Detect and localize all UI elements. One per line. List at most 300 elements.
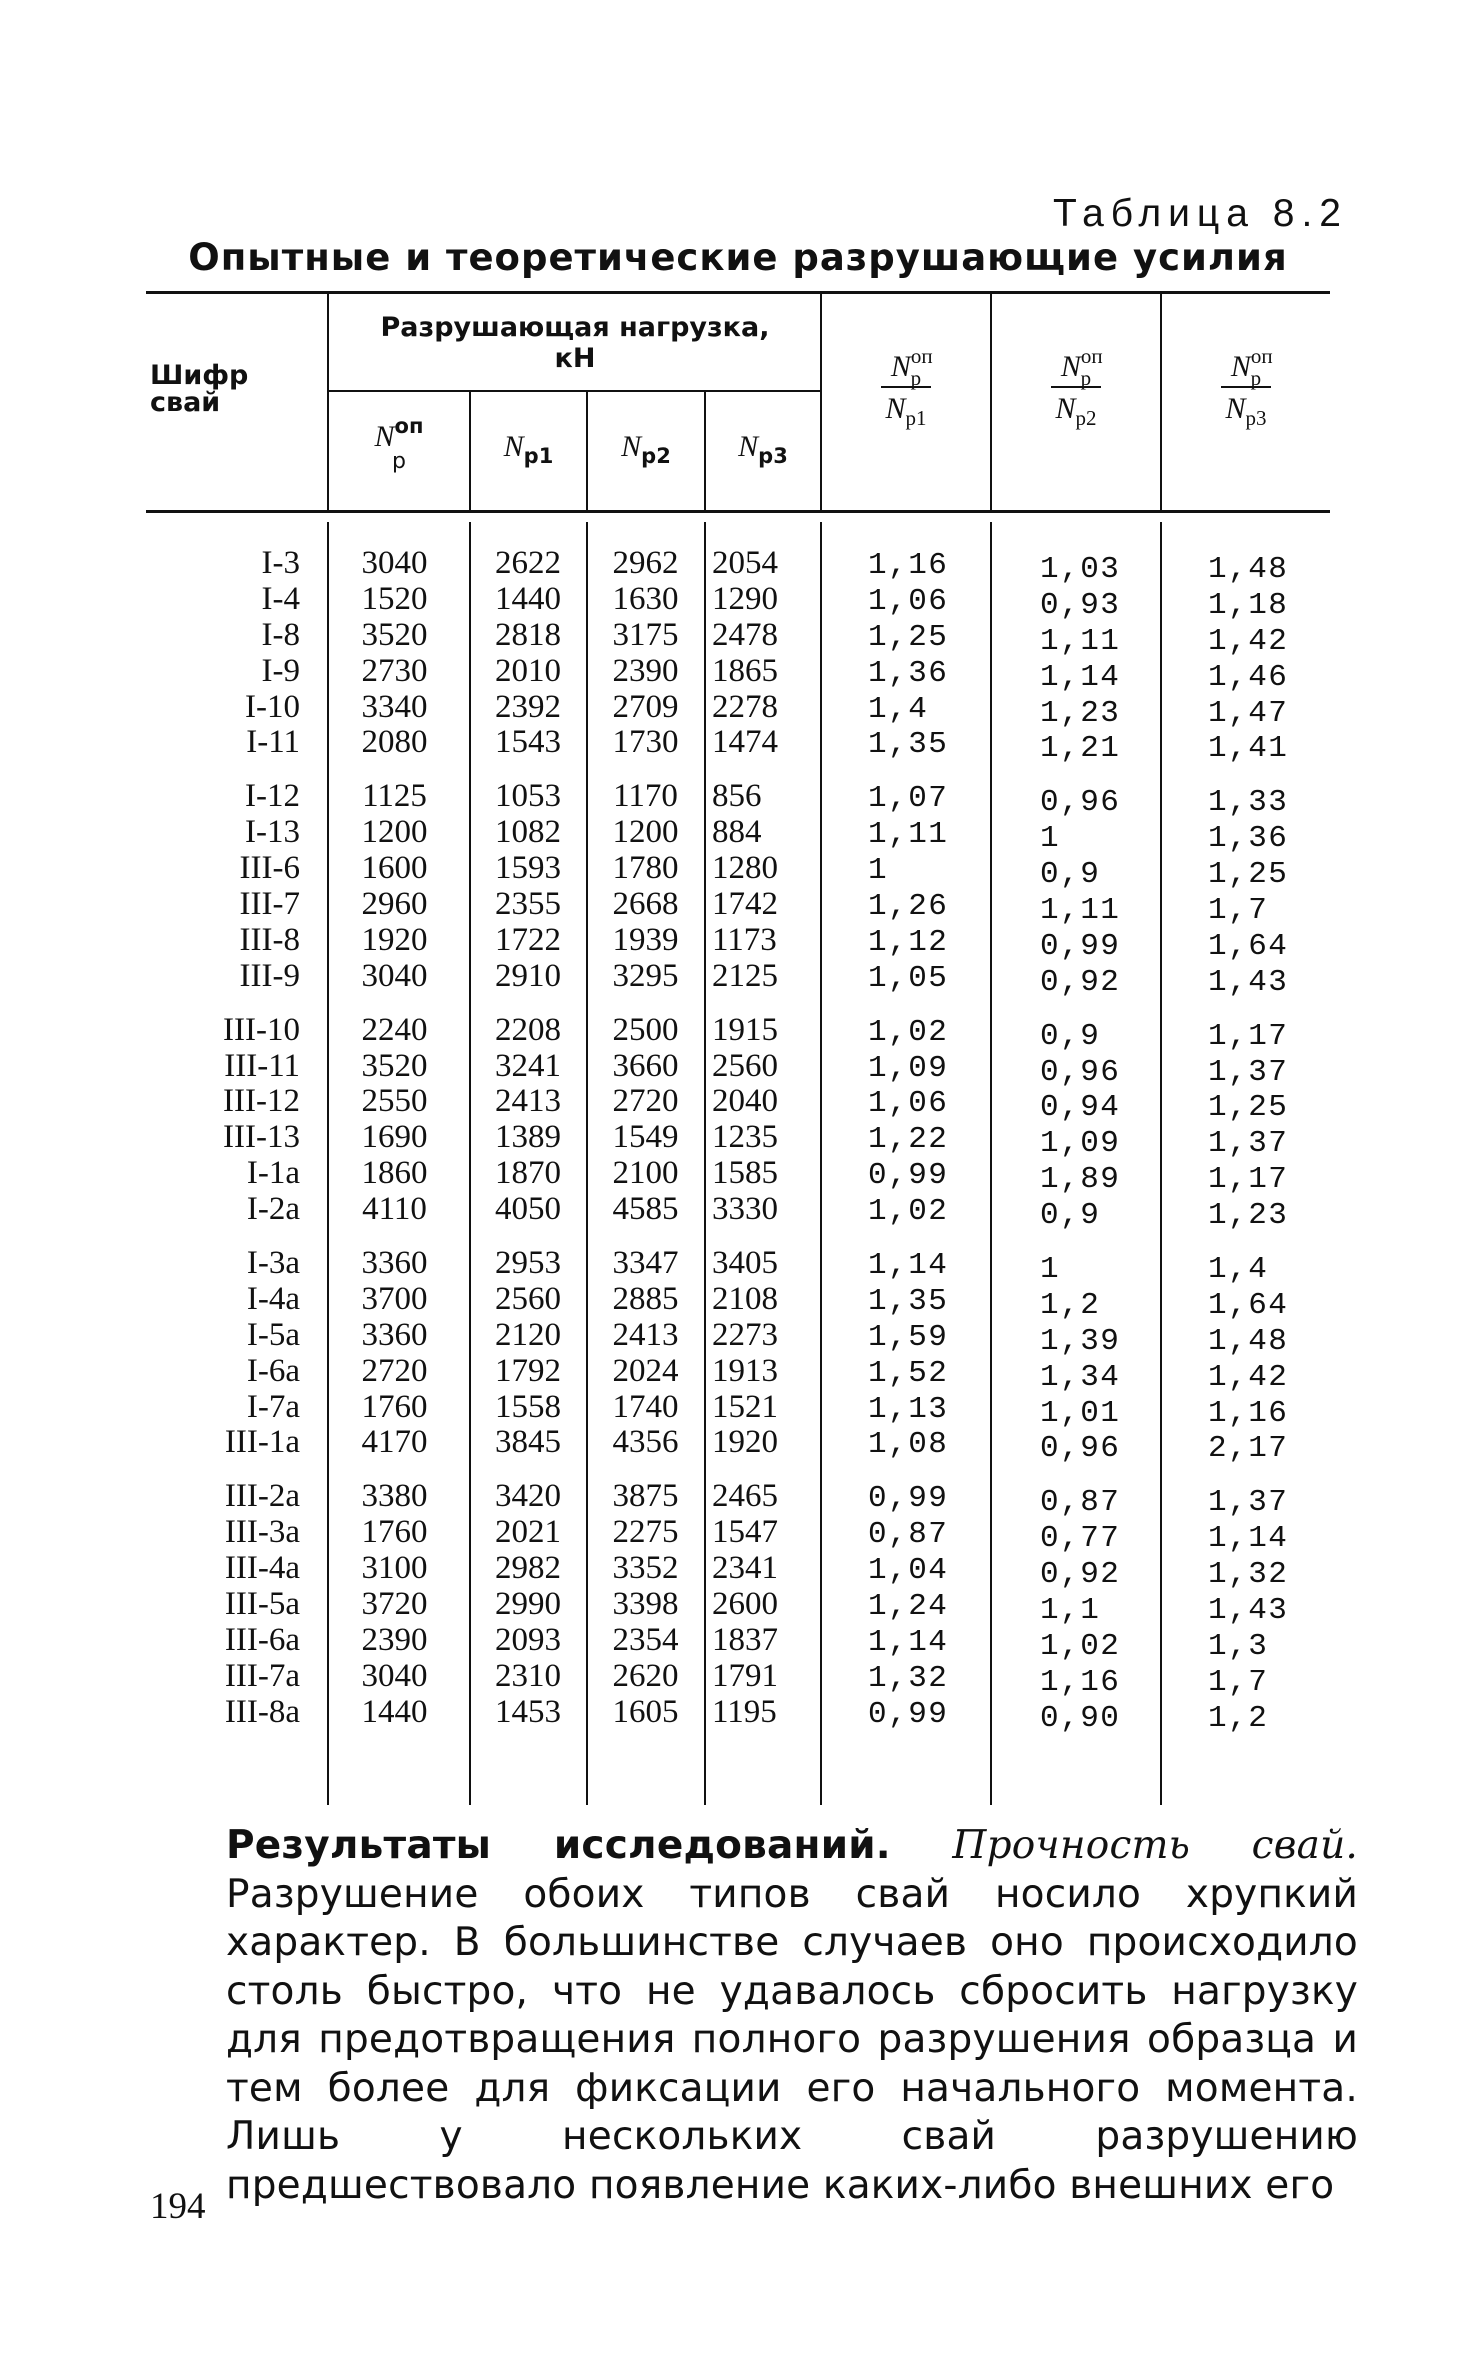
table-cell: 1760 — [361, 1388, 428, 1425]
ratio3-den-sub: р3 — [1245, 406, 1267, 430]
header-load — [330, 312, 820, 374]
table-cell: 3660 — [612, 1047, 679, 1084]
table-cell: 1,39 — [1040, 1323, 1121, 1359]
table-cell: 2125 — [712, 957, 778, 994]
table-cell: 3360 — [361, 1245, 428, 1282]
header-n-p3-sub: р3 — [758, 444, 788, 468]
header-n-op-sup: оп — [394, 414, 424, 438]
table-cell: 1791 — [712, 1657, 778, 1694]
table-cell: 1920 — [712, 1424, 778, 1461]
column-n-p1 — [472, 546, 584, 1731]
table-cell: I-7а — [246, 1388, 300, 1425]
column-n-p2 — [589, 546, 702, 1731]
table-cell: 1453 — [495, 1693, 561, 1730]
table-cell: 0,99 — [868, 1158, 949, 1194]
table-cell: 1549 — [612, 1119, 679, 1156]
table-cell: 1,09 — [1040, 1126, 1121, 1162]
body-vline-1 — [327, 522, 329, 1805]
table-cell: 1,14 — [868, 1248, 949, 1284]
header-n-p2-symbol: N — [621, 430, 642, 463]
group-gap — [1208, 1467, 1328, 1485]
header-load-line1: Разрушающая нагрузка, — [380, 312, 770, 343]
table-cell: 2010 — [495, 652, 561, 689]
table-cell: 1,14 — [1040, 659, 1121, 695]
table-cell: 3380 — [361, 1478, 428, 1515]
table-cell: 1,13 — [868, 1391, 949, 1427]
table-cell: 1,07 — [868, 781, 949, 817]
table-cell: 1,08 — [868, 1427, 949, 1463]
header-vline-1 — [327, 294, 329, 510]
table-cell: III-6а — [224, 1621, 300, 1658]
table-cell: 2208 — [495, 1011, 561, 1048]
table-cell: 1,42 — [1208, 1359, 1289, 1395]
group-gap — [332, 1228, 457, 1246]
table-cell: 2550 — [361, 1083, 428, 1120]
table-cell: 1593 — [495, 850, 561, 887]
table-cell: 0,96 — [1040, 1431, 1121, 1467]
table-cell: III-5а — [224, 1586, 300, 1623]
table-cell: 3241 — [495, 1047, 561, 1084]
table-cell: 1,47 — [1208, 695, 1289, 731]
table-cell: 1,26 — [868, 889, 949, 925]
table-cell: 2560 — [712, 1047, 778, 1084]
table-cell: 3175 — [612, 616, 679, 653]
table-cell: 1,37 — [1208, 1054, 1289, 1090]
header-n-p2-sub: р2 — [641, 444, 671, 468]
table-cell: 1,35 — [868, 1283, 949, 1319]
table-cell: 3720 — [361, 1586, 428, 1623]
group-gap — [712, 1228, 817, 1246]
table-cell: 2910 — [495, 957, 561, 994]
table-cell: 1,16 — [1040, 1664, 1121, 1700]
column-cipher — [150, 546, 300, 1731]
table-cell: 1170 — [613, 778, 678, 815]
table-cell: 1389 — [495, 1119, 561, 1156]
table-cell: 884 — [712, 814, 762, 851]
table-caption: Таблица 8.2 — [1053, 192, 1348, 235]
table-cell: 1740 — [612, 1388, 679, 1425]
table-cell: III-3а — [224, 1514, 300, 1551]
table-cell: 1,2 — [1040, 1287, 1101, 1323]
table-cell: 1,14 — [1208, 1521, 1289, 1557]
table-cell: 1290 — [712, 580, 778, 617]
table-cell: 1,34 — [1040, 1359, 1121, 1395]
body-vline-2 — [469, 522, 471, 1805]
header-inner-rule — [327, 390, 820, 392]
table-cell: 2390 — [361, 1621, 428, 1658]
table-cell: 1600 — [361, 850, 428, 887]
table-cell: 1,25 — [1208, 1090, 1289, 1126]
table-cell: 1,17 — [1208, 1162, 1289, 1198]
table-top-rule — [146, 291, 1330, 294]
group-gap — [1208, 767, 1328, 785]
table-cell: III-8а — [224, 1693, 300, 1730]
table-cell: 1,16 — [1208, 1395, 1289, 1431]
table-cell: 1,33 — [1208, 785, 1289, 821]
group-gap — [868, 763, 988, 781]
table-cell: I-3 — [261, 545, 300, 581]
body-vline-7 — [1160, 522, 1162, 1805]
results-paragraph — [226, 1822, 1358, 2210]
table-cell: 2600 — [712, 1586, 778, 1623]
group-gap — [150, 1228, 300, 1246]
table-cell: 2500 — [612, 1011, 679, 1048]
table-cell: I-2а — [246, 1191, 300, 1228]
table-cell: 1053 — [495, 778, 561, 815]
table-cell: 1,36 — [1208, 821, 1289, 857]
table-cell: 1,41 — [1208, 731, 1289, 767]
table-cell: 0,87 — [868, 1517, 949, 1553]
table-cell: I-11 — [246, 724, 300, 761]
table-cell: 1543 — [495, 724, 561, 761]
table-cell: 1,21 — [1040, 731, 1121, 767]
table-cell: 1730 — [612, 724, 679, 761]
table-cell: III-10 — [223, 1011, 300, 1048]
header-load-line2: кН — [554, 343, 596, 375]
table-cell: 1 — [1040, 1252, 1061, 1288]
group-gap — [1040, 1467, 1158, 1485]
ratio2-den-symbol: N — [1055, 392, 1076, 425]
group-gap — [1040, 1234, 1158, 1252]
table-cell: 1,36 — [868, 655, 949, 691]
group-gap — [472, 1461, 584, 1479]
table-cell: I-6а — [246, 1352, 300, 1389]
table-cell: 1125 — [362, 778, 427, 815]
table-cell: 1,12 — [868, 924, 949, 960]
table-cell: 1792 — [495, 1352, 561, 1389]
table-cell: 2720 — [361, 1352, 428, 1389]
table-cell: 4356 — [612, 1424, 679, 1461]
group-gap — [150, 761, 300, 779]
table-cell: 2982 — [495, 1550, 561, 1587]
table-cell: III-12 — [223, 1083, 300, 1120]
table-cell: 1,25 — [868, 619, 949, 655]
table-cell: 1865 — [712, 652, 778, 689]
table-cell: 3040 — [361, 957, 428, 994]
table-cell: 1837 — [712, 1621, 778, 1658]
table-cell: 1,32 — [1208, 1557, 1289, 1593]
header-ratio-3 — [1162, 344, 1330, 430]
paragraph-lead: Результаты исследований. — [226, 1823, 891, 1868]
table-cell: 2818 — [495, 616, 561, 653]
table-cell: 0,9 — [1040, 1198, 1101, 1234]
table-cell: 3420 — [495, 1478, 561, 1515]
table-cell: 1,01 — [1040, 1395, 1121, 1431]
table-cell: 1939 — [612, 921, 679, 958]
group-gap — [868, 997, 988, 1015]
table-cell: 2355 — [495, 886, 561, 923]
table-cell: 0,92 — [1040, 1557, 1121, 1593]
group-gap — [150, 1461, 300, 1479]
table-cell: 0,99 — [868, 1481, 949, 1517]
table-cell: 1,46 — [1208, 659, 1289, 695]
table-cell: 1585 — [712, 1155, 778, 1192]
table-cell: I-1а — [246, 1155, 300, 1192]
group-gap — [332, 995, 457, 1013]
body-vline-3 — [586, 522, 588, 1805]
ratio2-num-sup: оп — [1080, 344, 1103, 368]
table-cell: 2100 — [612, 1155, 679, 1192]
table-cell: 1,17 — [1208, 1018, 1289, 1054]
table-cell: 1,7 — [1208, 893, 1269, 929]
table-cell: III-1а — [224, 1424, 300, 1461]
table-cell: 3295 — [612, 957, 679, 994]
header-cipher-line1: Шифр — [150, 360, 249, 391]
table-cell: 2024 — [612, 1352, 679, 1389]
table-cell: 3700 — [361, 1280, 428, 1317]
header-n-p3 — [706, 430, 820, 468]
table-cell: 1,06 — [868, 1086, 949, 1122]
group-gap — [332, 1461, 457, 1479]
table-cell: 2273 — [712, 1316, 778, 1353]
table-cell: 1,52 — [868, 1355, 949, 1391]
group-gap — [472, 761, 584, 779]
table-cell: 1,02 — [1040, 1628, 1121, 1664]
table-cell: 1200 — [361, 814, 428, 851]
table-cell: 2622 — [495, 545, 561, 581]
table-cell: 2730 — [361, 652, 428, 689]
table-cell: 1440 — [495, 580, 561, 617]
table-cell: 1082 — [495, 814, 561, 851]
table-cell: 2354 — [612, 1621, 679, 1658]
table-cell: 1,16 — [868, 548, 949, 583]
table-cell: 4110 — [362, 1191, 427, 1228]
table-cell: 1,11 — [1040, 623, 1121, 659]
header-n-p2 — [588, 430, 704, 468]
column-n-p3 — [712, 546, 817, 1731]
header-n-p1-sub: р1 — [523, 444, 554, 468]
header-n-op-symbol: N — [374, 420, 395, 453]
group-gap — [472, 1228, 584, 1246]
table-cell: 1474 — [712, 724, 778, 761]
table-cell: 1,43 — [1208, 1593, 1289, 1629]
table-cell: 3875 — [612, 1478, 679, 1515]
table-cell: 4170 — [361, 1424, 428, 1461]
table-cell: 3352 — [612, 1550, 679, 1587]
group-gap — [332, 761, 457, 779]
ratio2-num-symbol: N — [1060, 350, 1081, 383]
table-cell: 3040 — [361, 1657, 428, 1694]
table-cell: 2885 — [612, 1280, 679, 1317]
table-cell: 2465 — [712, 1478, 778, 1515]
table-cell: 1,4 — [1208, 1252, 1269, 1288]
table-cell: 4585 — [612, 1191, 679, 1228]
table-cell: 2240 — [361, 1011, 428, 1048]
table-cell: 3845 — [495, 1424, 561, 1461]
table-cell: 1,25 — [1208, 857, 1289, 893]
table-cell: 2021 — [495, 1514, 561, 1551]
table-cell: 2392 — [495, 688, 561, 725]
group-gap — [712, 995, 817, 1013]
table-cell: I-3а — [246, 1245, 300, 1282]
table-cell: 1195 — [712, 1693, 777, 1730]
body-vline-6 — [990, 522, 992, 1805]
header-bottom-rule — [146, 510, 1330, 513]
table-cell: 1,06 — [868, 583, 949, 619]
group-gap — [589, 1461, 702, 1479]
table-cell: 2310 — [495, 1657, 561, 1694]
paragraph-text: Разрушение обоих типов свай носило хрупкий характер. В большинстве случаев оно происходило столь быстро, что не удавалось сбросить нагрузку для предотвращения полного разрушения образца и тем более для фиксации его начального момента. Лишь у нескольких свай разрушению предшествовало появление каких-либо внешних его — [226, 1871, 1358, 2208]
table-cell: I-4а — [246, 1280, 300, 1317]
table-cell: 2962 — [612, 545, 679, 581]
table-cell: 3520 — [361, 1047, 428, 1084]
group-gap — [1040, 767, 1158, 785]
table-cell: 4050 — [495, 1191, 561, 1228]
table-cell: 3405 — [712, 1245, 778, 1282]
group-gap — [589, 761, 702, 779]
table-cell: 2341 — [712, 1550, 778, 1587]
table-cell: 1,1 — [1040, 1593, 1101, 1629]
ratio3-num-symbol: N — [1230, 350, 1251, 383]
table-cell: III-6 — [239, 850, 300, 887]
ratio1-num-symbol: N — [890, 350, 911, 383]
header-n-p1 — [471, 430, 586, 468]
table-cell: 3398 — [612, 1586, 679, 1623]
table-cell: 1173 — [712, 921, 777, 958]
table-cell: I-9 — [261, 652, 300, 689]
table-cell: 2953 — [495, 1245, 561, 1282]
table-cell: 2093 — [495, 1621, 561, 1658]
group-gap — [1040, 1001, 1158, 1019]
table-cell: 1,37 — [1208, 1126, 1289, 1162]
table-cell: 1,18 — [1208, 587, 1289, 623]
table-cell: 1,64 — [1208, 928, 1289, 964]
table-cell: 1,11 — [868, 817, 949, 853]
table-cell: 1,3 — [1208, 1628, 1269, 1664]
table-cell: 1,11 — [1040, 893, 1121, 929]
table-cell: 856 — [712, 778, 762, 815]
table-cell: 3360 — [361, 1316, 428, 1353]
table-cell: III-8 — [239, 921, 300, 958]
header-ratio-2 — [992, 344, 1160, 430]
table-cell: III-7 — [239, 886, 300, 923]
table-cell: 3100 — [361, 1550, 428, 1587]
table-cell: 0,94 — [1040, 1090, 1121, 1126]
table-cell: 1870 — [495, 1155, 561, 1192]
table-cell: 3340 — [361, 688, 428, 725]
ratio3-num-sub: р — [1250, 366, 1262, 390]
table-cell: 2709 — [612, 688, 679, 725]
table-cell: 2,17 — [1208, 1431, 1289, 1467]
table-cell: 1,09 — [868, 1050, 949, 1086]
table-cell: I-8 — [261, 616, 300, 653]
table-cell: 2120 — [495, 1316, 561, 1353]
table-cell: 0,90 — [1040, 1700, 1121, 1736]
table-cell: 1,2 — [1208, 1700, 1269, 1736]
table-cell: 1,14 — [868, 1624, 949, 1660]
table-cell: III-9 — [239, 957, 300, 994]
body-vline-5 — [820, 522, 822, 1805]
table-cell: 0,9 — [1040, 857, 1101, 893]
table-cell: 1,35 — [868, 727, 949, 763]
table-cell: 1521 — [712, 1388, 778, 1425]
table-cell: 0,96 — [1040, 785, 1121, 821]
column-ratio-2 — [1040, 552, 1158, 1737]
table-cell: I-5а — [246, 1316, 300, 1353]
table-cell: I-4 — [261, 580, 300, 617]
table-cell: 2668 — [612, 886, 679, 923]
body-vline-4 — [704, 522, 706, 1805]
group-gap — [589, 1228, 702, 1246]
table-cell: 1440 — [361, 1693, 428, 1730]
table-cell: 2390 — [612, 652, 679, 689]
table-cell: 3040 — [361, 545, 428, 581]
paragraph-italic: Прочность свай. — [952, 1823, 1358, 1868]
table-cell: 0,96 — [1040, 1054, 1121, 1090]
table-cell: 2620 — [612, 1657, 679, 1694]
table-cell: 1760 — [361, 1514, 428, 1551]
column-n-op — [332, 546, 457, 1731]
table-cell: III-4а — [224, 1550, 300, 1587]
ratio3-num-sup: оп — [1250, 344, 1273, 368]
table-cell: I-12 — [245, 778, 300, 815]
ratio2-num-sub: р — [1080, 366, 1092, 390]
table-cell: 1,05 — [868, 960, 949, 996]
table-cell: 1,59 — [868, 1319, 949, 1355]
group-gap — [1208, 1234, 1328, 1252]
table-cell: 2275 — [612, 1514, 679, 1551]
table-cell: 1,42 — [1208, 623, 1289, 659]
table-cell: I-10 — [245, 688, 300, 725]
table-cell: 2720 — [612, 1083, 679, 1120]
table-cell: 1280 — [712, 850, 778, 887]
column-ratio-3 — [1208, 552, 1328, 1737]
table-cell: 1,7 — [1208, 1664, 1269, 1700]
table-cell: 1,48 — [1208, 552, 1289, 587]
table-cell: 1,32 — [868, 1660, 949, 1696]
table-cell: 3520 — [361, 616, 428, 653]
table-cell: III-11 — [224, 1047, 300, 1084]
table-cell: 0,92 — [1040, 964, 1121, 1000]
table-cell: 1630 — [612, 580, 679, 617]
table-cell: 1,02 — [868, 1194, 949, 1230]
table-cell: 0,93 — [1040, 587, 1121, 623]
group-gap — [150, 995, 300, 1013]
table-cell: 1915 — [712, 1011, 778, 1048]
header-n-p3-symbol: N — [738, 430, 759, 463]
table-cell: 1690 — [361, 1119, 428, 1156]
header-n-op — [330, 414, 468, 474]
table-cell: 1,02 — [868, 1014, 949, 1050]
table-cell: 1780 — [612, 850, 679, 887]
table-cell: 2960 — [361, 886, 428, 923]
ratio3-den-symbol: N — [1225, 392, 1246, 425]
table-cell: 1520 — [361, 580, 428, 617]
table-cell: 1,23 — [1040, 695, 1121, 731]
table-cell: 1 — [1040, 821, 1061, 857]
group-gap — [472, 995, 584, 1013]
header-ratio-1 — [822, 344, 990, 430]
table-cell: 1 — [868, 853, 889, 889]
table-cell: 2040 — [712, 1083, 778, 1120]
header-n-op-sub: р — [392, 448, 406, 474]
table-cell: 1200 — [612, 814, 679, 851]
table-cell: 1,4 — [868, 691, 929, 727]
table-cell: 1,23 — [1208, 1198, 1289, 1234]
group-gap — [868, 1463, 988, 1481]
table-cell: 1,24 — [868, 1589, 949, 1625]
header-cipher — [150, 360, 280, 418]
table-cell: 0,99 — [1040, 928, 1121, 964]
table-cell: 2413 — [495, 1083, 561, 1120]
page-number: 194 — [150, 2186, 206, 2227]
table-cell: 0,77 — [1040, 1521, 1121, 1557]
table-cell: 2278 — [712, 688, 778, 725]
group-gap — [712, 761, 817, 779]
table-cell: 2560 — [495, 1280, 561, 1317]
table-cell: 2990 — [495, 1586, 561, 1623]
group-gap — [1208, 1001, 1328, 1019]
